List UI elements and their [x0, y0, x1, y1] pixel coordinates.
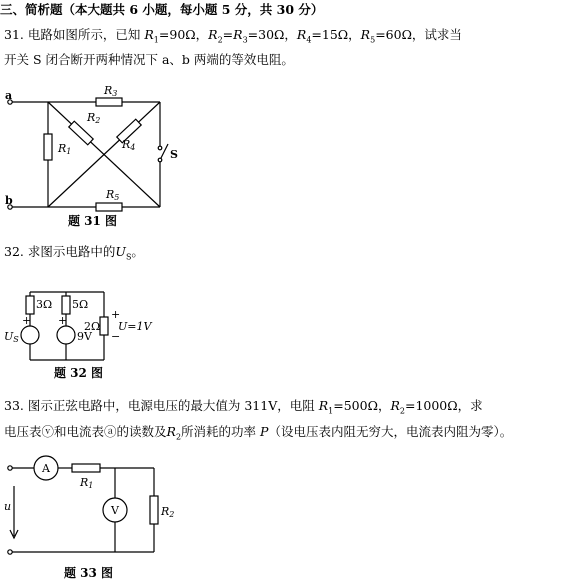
- q31-label-r5: R5: [106, 188, 120, 202]
- q32-plus: +: [58, 314, 68, 327]
- q33-terminal-bottom: [8, 550, 12, 554]
- q32-label-3ohm: 3Ω: [36, 298, 53, 311]
- q33-terminal-top: [8, 466, 12, 470]
- q31-node-b-label: b: [5, 194, 13, 207]
- q32-label-9v: 9V: [77, 330, 92, 343]
- q31-label-switch: S: [170, 148, 178, 161]
- q31-caption: 题 31 图: [68, 214, 118, 228]
- q31-line1: 31. 电路如图所示，已知 $R_1=90\Omega$，$R_2=R_3=30\Omega$，$R_4=15\Omega$，$R_5=60\Omega$，试求当: [4, 27, 462, 45]
- q32-label-2ohm: 2Ω: [84, 320, 101, 333]
- q31-number: 31.: [4, 27, 24, 42]
- q32-resistor-3ohm: [26, 296, 34, 314]
- q33-line2: 电压表ⓥ和电流表ⓐ的读数及$R_2$所消耗的功率 P（设电压表内阻无穷大，电流表内阻为零）。: [4, 424, 513, 442]
- q32-label-us: US: [4, 330, 19, 344]
- q32-line1: 32. 求图示电路中的$U_S$。: [4, 244, 144, 262]
- q31-switch-contact: [158, 146, 162, 150]
- q33-resistor-r2: [150, 496, 158, 524]
- q31-switch-contact: [158, 158, 162, 162]
- q31-label-r3: R3: [104, 84, 118, 98]
- q33-circuit: [0, 452, 180, 558]
- q32-plus: +: [22, 314, 32, 327]
- q32-circuit: [0, 274, 160, 364]
- q33-label-r2: R2: [161, 505, 175, 519]
- q31-label-r2: R2: [87, 111, 101, 125]
- q31-resistor-r2: [69, 121, 93, 145]
- q32-label-u: U=1V: [118, 320, 152, 333]
- q33-voltmeter-label: V: [111, 504, 119, 517]
- q33-ammeter-label: A: [42, 462, 50, 475]
- q31-label-r4: R4: [122, 138, 136, 152]
- q31-label-r1: R1: [58, 142, 72, 156]
- q31-node-a-label: a: [5, 89, 13, 102]
- q32-source-9v: [57, 326, 75, 344]
- q33-caption: 题 33 图: [64, 566, 114, 580]
- q32-source-us: [21, 326, 39, 344]
- q32-caption: 题 32 图: [54, 366, 104, 380]
- q32-minus: −: [111, 330, 121, 343]
- q32-resistor-2ohm: [100, 317, 108, 335]
- q33-line1: 33. 图示正弦电路中，电源电压的最大值为 311V，电阻 $R_1=500\Omega$，$R_2=1000\Omega$，求: [4, 398, 483, 416]
- q31-resistor-r5: [96, 203, 122, 211]
- q33-resistor-r1: [72, 464, 100, 472]
- q33-label-u: u: [4, 500, 12, 513]
- q31-line2: 开关 S 闭合断开两种情况下 a、b 两端的等效电阻。: [4, 52, 294, 67]
- q32-label-5ohm: 5Ω: [72, 298, 89, 311]
- section-header: 三、简析题（本大题共 6 小题，每小题 5 分，共 30 分）: [0, 2, 324, 17]
- q32-number: 32.: [4, 244, 24, 259]
- q33-number: 33.: [4, 398, 24, 413]
- q31-resistor-r3: [96, 98, 122, 106]
- q32-resistor-5ohm: [62, 296, 70, 314]
- q31-resistor-r1: [44, 134, 52, 160]
- q33-label-r1: R1: [80, 476, 94, 490]
- q32-plus: +: [111, 308, 121, 321]
- q31-circuit: [0, 86, 180, 210]
